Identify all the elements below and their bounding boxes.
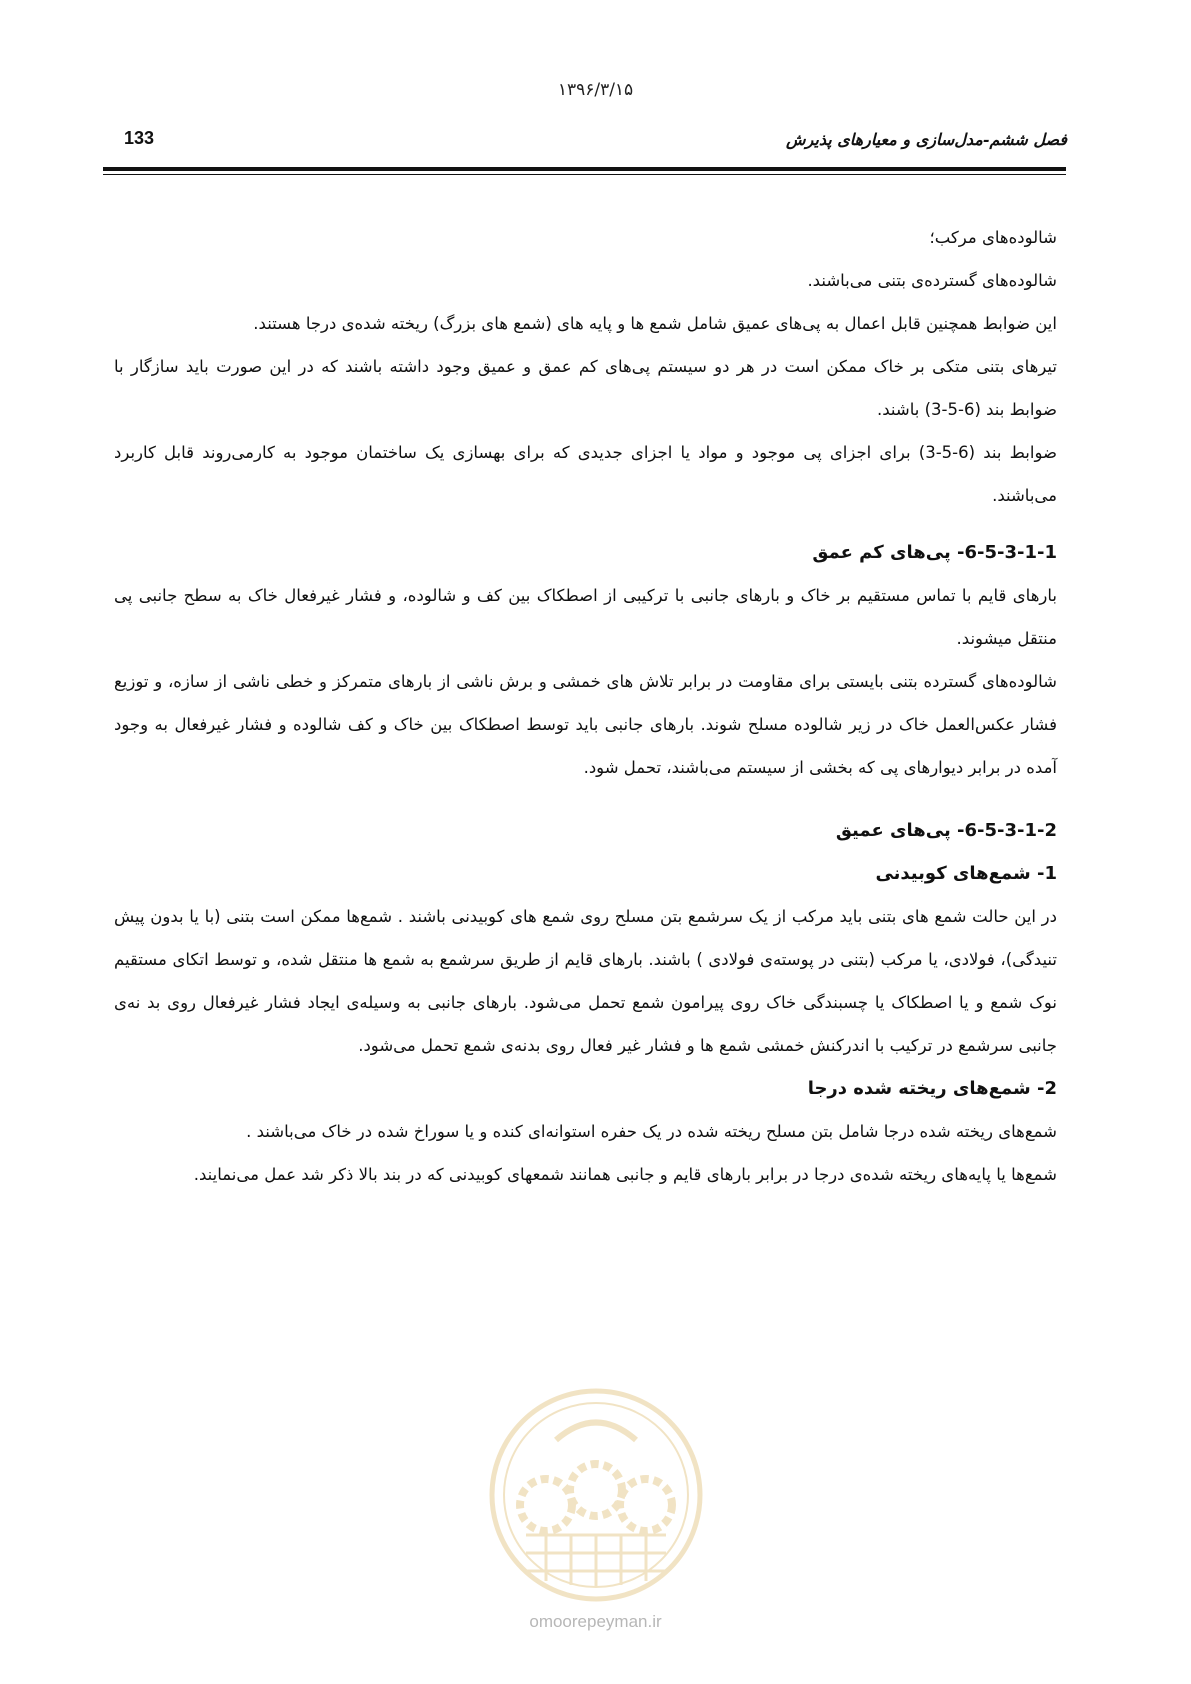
page-number: 133 xyxy=(124,128,155,148)
paragraph: شمع‌های ریخته شده درجا شامل بتن مسلح ریخته شده در یک حفره استوانه‌ای کنده و یا سوراخ شده در خاک می‌باشند . xyxy=(246,1122,1057,1141)
document-date: ۱۳۹۶/۳/۱۵ xyxy=(557,80,634,100)
chapter-title: فصل ششم-مدل‌سازی و معیارهای پذیرش xyxy=(786,130,1067,149)
paragraph: تیرهای بتنی متکی بر خاک ممکن است در هر دو سیستم پی‌های کم عمق و عمیق وجود داشته باشند که در این صورت باید سازگار با ضوابط بند (6-5-3) باشند. xyxy=(114,357,1057,419)
paragraph: شالوده‌های گسترده بتنی بایستی برای مقاومت در برابر تلاش های خمشی و برش ناشی از بارهای متمرکز و خطی ناشی از سازه، و توزیع فشار عکس‌العمل خاک در زیر شالوده مسلح شوند. بارهای جانبی باید توسط اصطکاک بین خاک و کف شالوده و فشار غیرفعال به وجود آمده در برابر دیوارهای پی که بخشی از سیستم می‌باشند، تحمل شود. xyxy=(114,672,1057,777)
header-rule-thick xyxy=(103,167,1066,171)
paragraph: شمع‌ها یا پایه‌های ریخته شده‌ی درجا در برابر بارهای قایم و جانبی همانند شمعهای کوبیدنی که در بند بالا ذکر شد عمل می‌نمایند. xyxy=(193,1165,1057,1184)
paragraph: بارهای قایم با تماس مستقیم بر خاک و بارهای جانبی با ترکیبی از اصطکاک بین کف و شالوده، و فشار غیرفعال خاک به سطح جانبی پی منتقل میشوند. xyxy=(114,586,1057,648)
paragraph: این ضوابط همچنین قابل اعمال به پی‌های عمیق شامل شمع ها و پایه های (شمع های بزرگ) ریخته شده‌ی درجا هستند. xyxy=(253,314,1057,333)
watermark-seal-icon xyxy=(486,1385,706,1605)
section-heading-shallow-foundations: 6-5-3-1-1- پی‌های کم عمق xyxy=(812,542,1057,563)
paragraph: ضوابط بند (6-5-3) برای اجزای پی موجود و مواد یا اجزای جدیدی که برای بهسازی یک ساختمان موجود به کارمی‌روند قابل کاربرد می‌باشند. xyxy=(114,443,1057,505)
header-rule-thin xyxy=(103,174,1066,175)
paragraph: شالوده‌های مرکب؛ xyxy=(929,228,1057,247)
section-heading-deep-foundations: 6-5-3-1-2- پی‌های عمیق xyxy=(835,820,1057,841)
subheading-cast-in-place-piles: 2- شمع‌های ریخته شده درجا xyxy=(807,1078,1057,1099)
paragraph: شالوده‌های گسترده‌ی بتنی می‌باشند. xyxy=(807,271,1057,290)
subheading-driven-piles: 1- شمع‌های کوبیدنی xyxy=(875,863,1057,884)
watermark-site-text: omoorepeyman.ir xyxy=(529,1612,662,1631)
document-body xyxy=(114,216,1057,1196)
paragraph: در این حالت شمع های بتنی باید مرکب از یک سرشمع بتن مسلح روی شمع های کوبیدنی باشند . شمع‌ها ممکن است بتنی (با یا بدون پیش تنیدگی)، فولادی، یا مرکب (بتنی در پوسته‌ی فولادی ) باشند. بارهای قایم از طریق سرشمع به شمع ها منتقل شده، و توسط اتکای مستقیم نوک شمع و یا اصطکاک یا چسبندگی خاک روی پیرامون شمع تحمل می‌شود. بارهای جانبی به وسیله‌ی ایجاد فشار غیرفعال روی بد نه‌ی جانبی سرشمع در ترکیب با اندرکنش خمشی شمع ها و فشار غیر فعال روی بدنه‌ی شمع تحمل می‌شود. xyxy=(114,907,1057,1055)
